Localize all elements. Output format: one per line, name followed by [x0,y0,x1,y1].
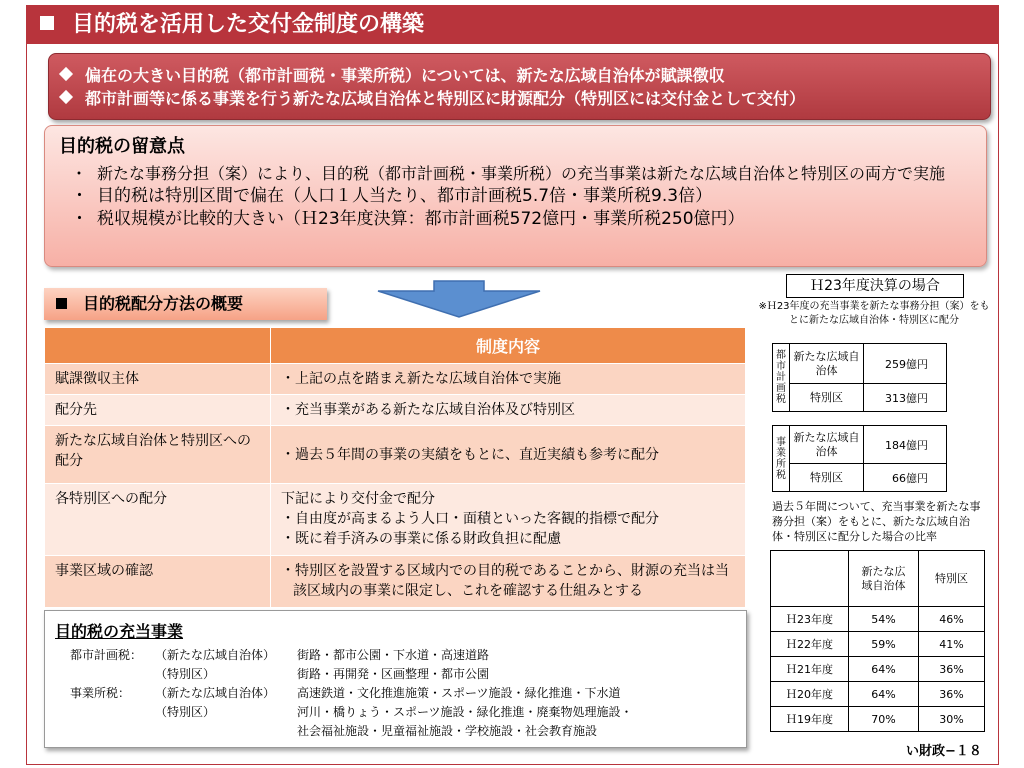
jigyo-value: 184億円 [864,426,947,464]
usage-box [44,610,747,748]
table-header-empty [45,328,271,364]
table-cell-key: 事業区域の確認 [45,556,271,608]
table-cell-key: 各特別区への配分 [45,484,271,556]
table-cell-key: 配分先 [45,395,271,426]
toshi-name: 特別区 [790,384,864,412]
side-title: Ｈ23年度決算の場合 [786,274,964,298]
ratio-row: Ｈ21年度 64% 36% [771,657,985,682]
points-heading: 目的税の留意点 [59,136,185,157]
slide-title: 目的税を活用した交付金制度の構築 [72,12,425,37]
jigyo-value: 66億円 [864,464,947,492]
ratio-row: Ｈ20年度 64% 36% [771,682,985,707]
summary-line: 都市計画等に係る事業を行う新たな広域自治体と特別区に財源配分（特別区には交付金として交付） [61,87,990,110]
diamond-bullet-icon [59,90,73,104]
points-item: ・ 目的税は特別区間で偏在（人口１人当たり、都市計画税5.7倍・事業所税9.3倍） [71,186,713,206]
square-bullet-icon [40,16,54,30]
usage-line: 事業所税： （新たな広域自治体） 高速鉄道・文化推進施策・スポーツ施設・緑化推進・下水道 [70,686,621,700]
table-cell-value: ・特別区を設置する区域内での目的税であることから、財源の充当は当該区域内の事業に限定し、これを確認する仕組みとする [271,556,746,608]
down-arrow-icon [374,279,544,319]
method-table [44,327,746,608]
jigyo-name: 新たな広域自治体 [790,426,864,464]
table-row [45,484,746,556]
square-bullet-icon [56,298,67,309]
ratio-header: 特別区 [919,551,985,607]
toshi-table [772,343,947,412]
table-row [45,556,746,608]
toshi-label: 都市計画税 [773,344,790,412]
table-cell-value: ・充当事業がある新たな広域自治体及び特別区 [271,395,746,426]
table-row [45,426,746,484]
table-header-row [45,328,746,364]
summary-line: 偏在の大きい目的税（都市計画税・事業所税）については、新たな広域自治体が賦課徴収 [61,64,990,87]
points-item: ・ 税収規模が比較的大きい（Ｈ23年度決算：都市計画税572億円・事業所税250億円） [71,209,745,229]
jigyo-name: 特別区 [790,464,864,492]
usage-line: 都市計画税： （新たな広域自治体） 街路・都市公園・下水道・高速道路 [70,648,490,662]
slide-title-bar [26,5,999,44]
page-number: い財政−１８ [906,744,982,759]
table-cell-value: ・上記の点を踏まえ新たな広域自治体で実施 [271,364,746,395]
summary-box [48,53,991,120]
ratio-row: Ｈ22年度 59% 41% [771,632,985,657]
table-cell-value: ・過去５年間の事業の実績をもとに、直近実績も参考に配分 [271,426,746,484]
jigyo-label: 事業所税 [773,426,790,492]
table-header-content: 制度内容 [271,328,746,364]
ratio-table [770,550,985,732]
table-row [45,364,746,395]
ratio-header [771,551,849,607]
ratio-row: Ｈ23年度 54% 46% [771,607,985,632]
points-box [44,125,987,267]
toshi-name: 新たな広域自治体 [790,344,864,384]
ratio-header: 新たな広域自治体 [849,551,919,607]
toshi-value: 259億円 [864,344,947,384]
usage-line: （特別区） 河川・橋りょう・スポーツ施設・緑化推進・廃棄物処理施設・ [155,705,633,719]
ratio-row: Ｈ19年度 70% 30% [771,707,985,732]
toshi-value: 313億円 [864,384,947,412]
table-cell-key: 賦課徴収主体 [45,364,271,395]
table-cell-value: 下記により交付金で配分 ・自由度が高まるよう人口・面積といった客観的指標で配分 ・既に着手済みの事業に係る財政負担に配慮 [271,484,746,556]
diamond-bullet-icon [59,67,73,81]
usage-heading: 目的税の充当事業 [55,622,184,641]
table-row [45,395,746,426]
usage-line: （特別区） 街路・再開発・区画整理・都市公園 [155,667,490,681]
usage-line: 社会福祉施設・児童福祉施設・学校施設・社会教育施設 [297,724,598,738]
method-label: 目的税配分方法の概要 [44,288,327,320]
table-cell-key: 新たな広域自治体と特別区への配分 [45,426,271,484]
side-description: 過去５年間について、充当事業を新たな事務分担（案）をもとに、新たな広域自治体・特別区に配分した場合の比率 [772,500,981,543]
jigyo-table [772,425,947,492]
side-note: ※Ｈ23年度の充当事業を新たな事務分担（案）をもとに新たな広域自治体・特別区に配分 [758,301,990,326]
points-item: ・ 新たな事務分担（案）により、目的税（都市計画税・事業所税）の充当事業は新たな広域自治体と特別区の両方で実施 [71,164,946,183]
